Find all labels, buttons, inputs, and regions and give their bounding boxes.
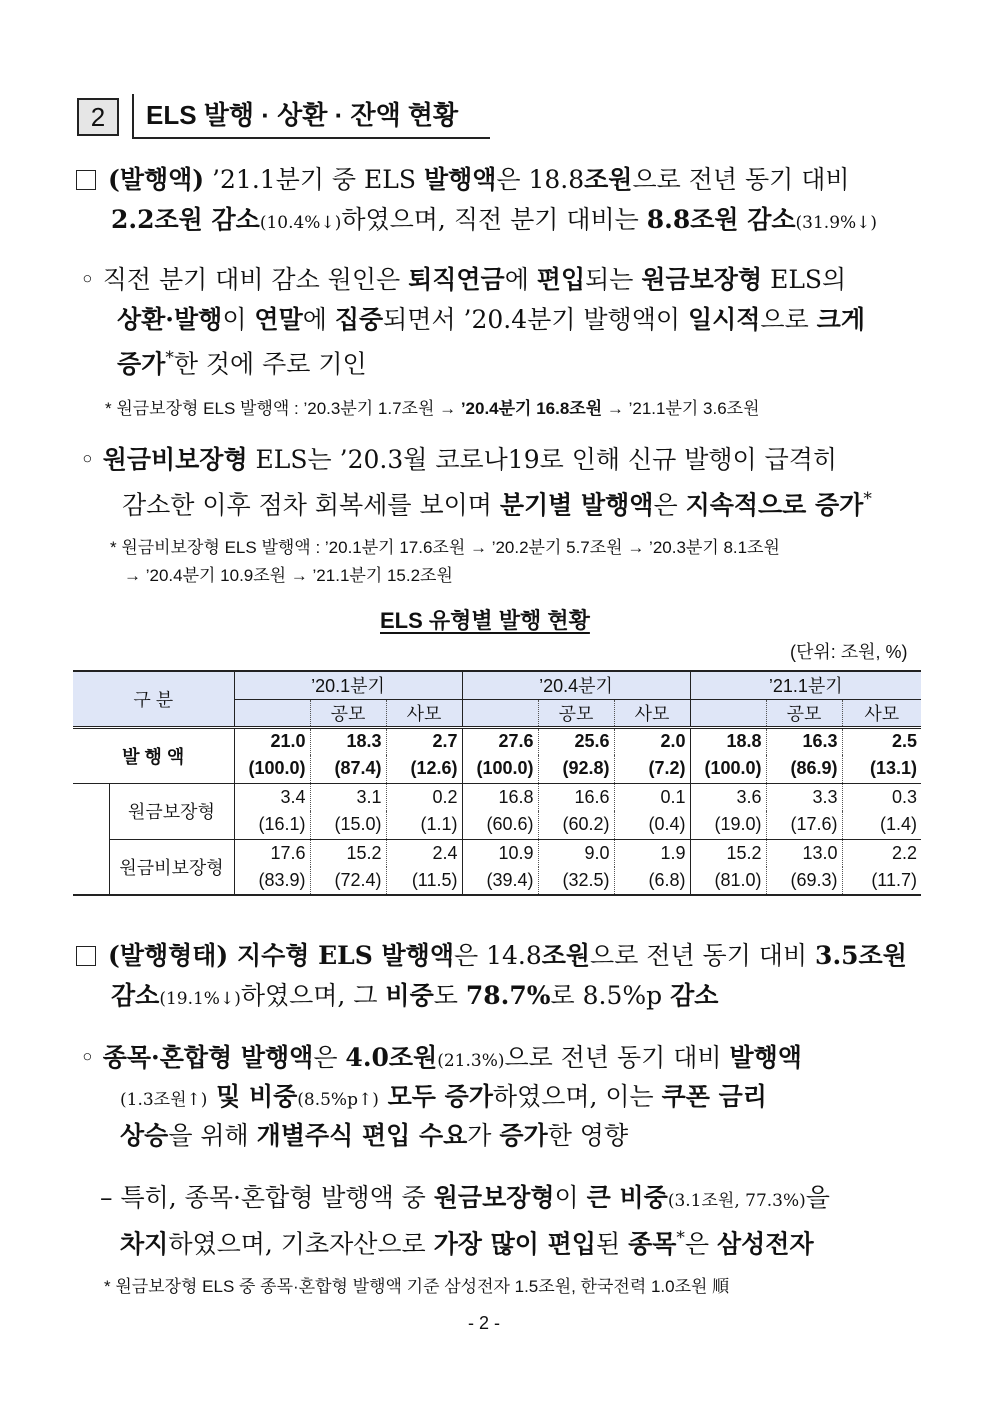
section-underline — [132, 137, 490, 139]
cell: (11.5) — [386, 867, 462, 895]
cell: 17.6 — [234, 839, 310, 867]
bullet-1-line-2: 상환·발행이 연말에 집중되면서 ’20.4분기 발행액이 일시적으로 크게 — [117, 305, 865, 334]
cell: 3.1 — [310, 783, 386, 811]
cell: 15.2 — [690, 839, 766, 867]
cell: (100.0) — [690, 755, 766, 783]
cell: (17.6) — [766, 811, 842, 839]
cell: 16.6 — [538, 783, 614, 811]
note-2-line-1: * 원금비보장형 ELS 발행액 : ’20.1분기 17.6조원 → ’20.2분기 5.7조원 → ’20.3분기 8.1조원 — [110, 538, 780, 557]
cell: 2.4 — [386, 839, 462, 867]
header-public: 공모 — [766, 699, 842, 727]
header-public: 공모 — [310, 699, 386, 727]
cell: (100.0) — [234, 755, 310, 783]
cell: 3.4 — [234, 783, 310, 811]
dash-item-line-1: – 특히, 종목·혼합형 발행액 중 원금보장형이 큰 비중(3.1조원, 77.3%)을 — [100, 1183, 830, 1212]
cell: 9.0 — [538, 839, 614, 867]
cell: 0.3 — [842, 783, 921, 811]
paragraph-2-line-2: 감소(19.1%↓)하였으며, 그 비중도 78.7%로 8.5%p 감소 — [111, 981, 719, 1010]
table-caption: ELS 유형별 발행 현황 — [380, 608, 590, 633]
cell: 16.3 — [766, 727, 842, 755]
table-row — [73, 783, 921, 811]
cell: 2.2 — [842, 839, 921, 867]
cell: 2.0 — [614, 727, 690, 755]
note-3: * 원금보장형 ELS 중 종목·혼합형 발행액 기준 삼성전자 1.5조원, 한국전력 1.0조원 順 — [104, 1277, 730, 1296]
cell: 16.8 — [462, 783, 538, 811]
cell: 0.2 — [386, 783, 462, 811]
note-2-line-2: → ’20.4분기 10.9조원 → ’21.1분기 15.2조원 — [124, 566, 453, 585]
cell: 0.1 — [614, 783, 690, 811]
cell: (1.4) — [842, 811, 921, 839]
cell: (1.1) — [386, 811, 462, 839]
cell: (72.4) — [310, 867, 386, 895]
header-public: 공모 — [538, 699, 614, 727]
header-period-1: ’20.1분기 — [234, 671, 462, 699]
cell: (16.1) — [234, 811, 310, 839]
cell: (60.2) — [538, 811, 614, 839]
cell: (81.0) — [690, 867, 766, 895]
cell: 1.9 — [614, 839, 690, 867]
bullet-2-line-1: ◦ 원금비보장형 ELS는 ’20.3월 코로나19로 인해 신규 발행이 급격히 — [80, 445, 838, 474]
header-private: 사모 — [842, 699, 921, 727]
cell: (11.7) — [842, 867, 921, 895]
table-row — [73, 727, 921, 755]
bullet-3-line-2: (1.3조원↑) 및 비중(8.5%p↑) 모두 증가하였으며, 이는 쿠폰 금리 — [120, 1082, 767, 1111]
bullet-3-line-3: 상승을 위해 개별주식 편입 수요가 증가한 영향 — [120, 1121, 629, 1150]
header-period-3: ’21.1분기 — [690, 671, 921, 699]
cell: 21.0 — [234, 727, 310, 755]
page-number: - 2 - — [468, 1313, 501, 1333]
cell: (92.8) — [538, 755, 614, 783]
cell: (6.8) — [614, 867, 690, 895]
paragraph-2-line-1: (발행형태) 지수형 ELS 발행액은 14.8조원으로 전년 동기 대비 3.5조원 — [76, 938, 907, 974]
cell: 13.0 — [766, 839, 842, 867]
els-issuance-table — [73, 670, 921, 896]
cell: (60.6) — [462, 811, 538, 839]
cell: (13.1) — [842, 755, 921, 783]
cell: (19.0) — [690, 811, 766, 839]
cell: 15.2 — [310, 839, 386, 867]
cell: (12.6) — [386, 755, 462, 783]
header-category: 구 분 — [73, 671, 234, 727]
checkbox-square-icon — [76, 170, 96, 190]
table-unit: (단위: 조원, %) — [790, 642, 908, 662]
cell: 27.6 — [462, 727, 538, 755]
cell: (15.0) — [310, 811, 386, 839]
cell: (69.3) — [766, 867, 842, 895]
checkbox-square-icon — [76, 946, 96, 966]
paragraph-1-line-2: 2.2조원 감소(10.4%↓)하였으며, 직전 분기 대비는 8.8조원 감소(31.9%↓) — [111, 205, 878, 234]
row-label-total: 발 행 액 — [73, 727, 234, 783]
dash-item-line-2: 차지하였으며, 기초자산으로 가장 많이 편입된 종목*은 삼성전자 — [120, 1228, 814, 1259]
note-1: * 원금보장형 ELS 발행액 : ’20.3분기 1.7조원 → ’20.4분기 16.8조원 → ’21.1분기 3.6조원 — [105, 399, 760, 418]
table-row — [73, 839, 921, 867]
cell: 3.3 — [766, 783, 842, 811]
cell: 10.9 — [462, 839, 538, 867]
row-label-protected: 원금보장형 — [109, 783, 234, 839]
cell: (7.2) — [614, 755, 690, 783]
cell: 18.3 — [310, 727, 386, 755]
section-number: 2 — [77, 98, 119, 136]
cell: (39.4) — [462, 867, 538, 895]
header-private: 사모 — [614, 699, 690, 727]
cell: 3.6 — [690, 783, 766, 811]
row-label-non-protected: 원금비보장형 — [109, 839, 234, 895]
cell: 25.6 — [538, 727, 614, 755]
cell: (100.0) — [462, 755, 538, 783]
cell: 2.5 — [842, 727, 921, 755]
cell: (83.9) — [234, 867, 310, 895]
header-period-2: ’20.4분기 — [462, 671, 690, 699]
cell: (0.4) — [614, 811, 690, 839]
cell: 2.7 — [386, 727, 462, 755]
bullet-3-line-1: ◦ 종목·혼합형 발행액은 4.0조원(21.3%)으로 전년 동기 대비 발행액 — [80, 1043, 802, 1072]
header-private: 사모 — [386, 699, 462, 727]
section-divider — [132, 94, 134, 138]
bullet-2-line-2: 감소한 이후 점차 회복세를 보이며 분기별 발행액은 지속적으로 증가* — [122, 489, 872, 520]
paragraph-1-line-1: (발행액) ’21.1분기 중 ELS 발행액은 18.8조원으로 전년 동기 대비 — [76, 162, 850, 198]
cell: (87.4) — [310, 755, 386, 783]
bullet-1-line-1: ◦ 직전 분기 대비 감소 원인은 퇴직연금에 편입되는 원금보장형 ELS의 — [80, 265, 847, 294]
cell: (32.5) — [538, 867, 614, 895]
section-title: ELS 발행 · 상환 · 잔액 현황 — [146, 100, 459, 130]
cell: 18.8 — [690, 727, 766, 755]
cell: (86.9) — [766, 755, 842, 783]
bullet-1-line-3: 증가*한 것에 주로 기인 — [117, 348, 367, 379]
